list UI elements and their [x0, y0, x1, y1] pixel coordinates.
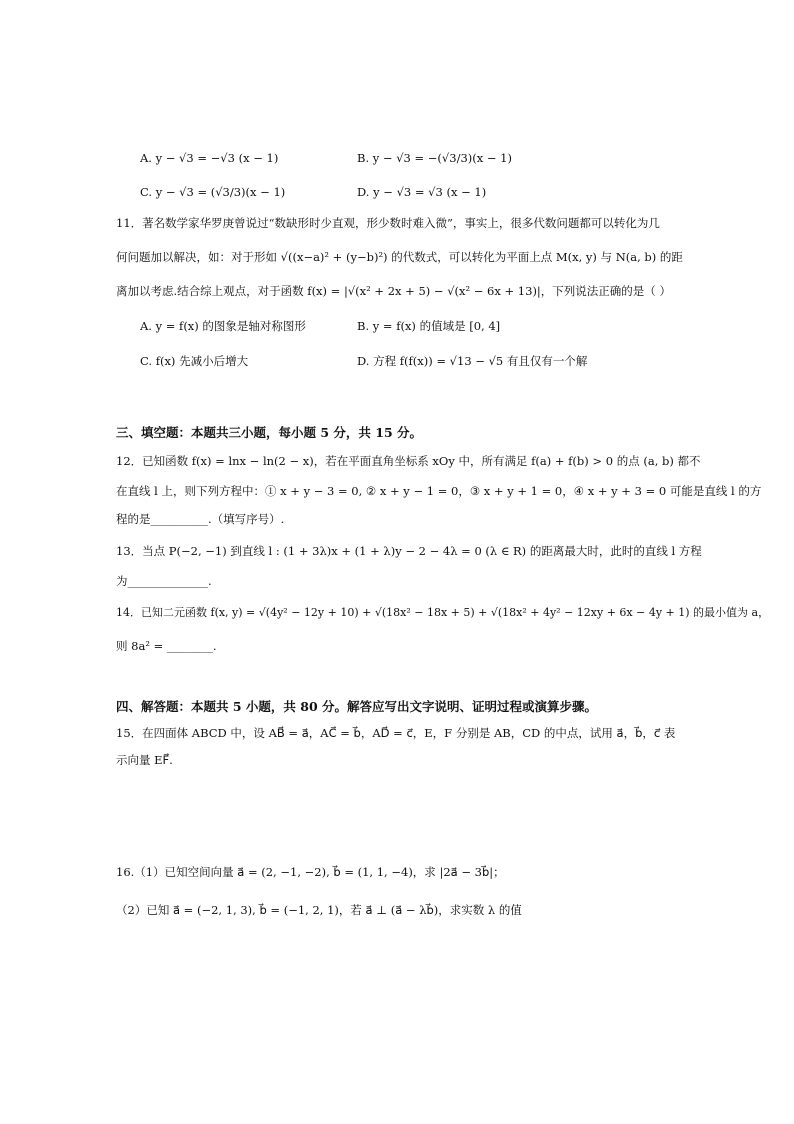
q11-stem-line-2: 何问题加以解决，如：对于形如 √((x−a)² + (y−b)²) 的代数式，可以转化为平面上点 M(x, y) 与 N(a, b) 的距	[116, 250, 683, 264]
q11-option-b: B. y = f(x) 的值域是 [0, 4]	[357, 319, 501, 333]
q15-line-2: 示向量 EF⃗.	[116, 753, 173, 767]
q12-line-1: 12．已知函数 f(x) = lnx − ln(2 − x)，若在平面直角坐标系 xOy 中，所有满足 f(a) + f(b) > 0 的点 (a, b) 都不	[116, 454, 701, 468]
q13-line-1: 13．当点 P(−2, −1) 到直线 l : (1 + 3λ)x + (1 + λ)y − 2 − 4λ = 0 (λ ∈ R) 的距离最大时，此时的直线 l 方程	[116, 544, 702, 558]
q16-part-2: （2）已知 a⃗ = (−2, 1, 3), b⃗ = (−1, 2, 1)，若 a⃗ ⊥ (a⃗ − λb⃗)，求实数 λ 的值	[116, 903, 522, 917]
q10-option-d: D. y − √3 = √3 (x − 1)	[357, 185, 487, 199]
q10-option-a: A. y − √3 = −√3 (x − 1)	[140, 151, 279, 165]
q13-line-2: 为______________.	[116, 574, 212, 588]
q11-option-d: D. 方程 f(f(x)) = √13 − √5 有且仅有一个解	[357, 354, 588, 368]
section-3-heading: 三、填空题：本题共三小题，每小题 5 分，共 15 分。	[116, 425, 423, 440]
q11-stem-line-3: 离加以考虑.结合综上观点，对于函数 f(x) = |√(x² + 2x + 5) − √(x² − 6x + 13)|，下列说法正确的是（ ）	[116, 284, 671, 298]
q10-option-c: C. y − √3 = (√3/3)(x − 1)	[140, 185, 286, 199]
q12-line-3: 程的是__________.（填写序号）.	[116, 512, 285, 526]
q11-stem-line-1: 11．著名数学家华罗庚曾说过“数缺形时少直观，形少数时难入微”，事实上，很多代数问题都可以转化为几	[116, 216, 660, 230]
q12-line-2: 在直线 l 上，则下列方程中：① x + y − 3 = 0, ② x + y − 1 = 0，③ x + y + 1 = 0，④ x + y + 3 = 0 可能是直线 l 的方	[116, 484, 762, 498]
q11-option-a: A. y = f(x) 的图象是轴对称图形	[140, 319, 306, 333]
q14-line-2: 则 8a² = ________.	[116, 639, 217, 653]
section-4-heading: 四、解答题：本题共 5 小题，共 80 分。解答应写出文字说明、证明过程或演算步骤。	[116, 699, 598, 714]
q14-line-1: 14．已知二元函数 f(x, y) = √(4y² − 12y + 10) + √(18x² − 18x + 5) + √(18x² + 4y² − 12xy + 6x − 4y + 1) 的最小值为 a，	[116, 606, 770, 619]
q16-part-1: 16.（1）已知空间向量 a⃗ = (2, −1, −2), b⃗ = (1, 1, −4)，求 |2a⃗ − 3b⃗|；	[116, 865, 505, 879]
q11-option-c: C. f(x) 先减小后增大	[140, 354, 249, 368]
q15-line-1: 15．在四面体 ABCD 中，设 AB⃗ = a⃗，AC⃗ = b⃗，AD⃗ = c⃗，E，F 分别是 AB，CD 的中点，试用 a⃗，b⃗，c⃗ 表	[116, 726, 676, 740]
q10-option-b: B. y − √3 = −(√3/3)(x − 1)	[357, 151, 512, 165]
